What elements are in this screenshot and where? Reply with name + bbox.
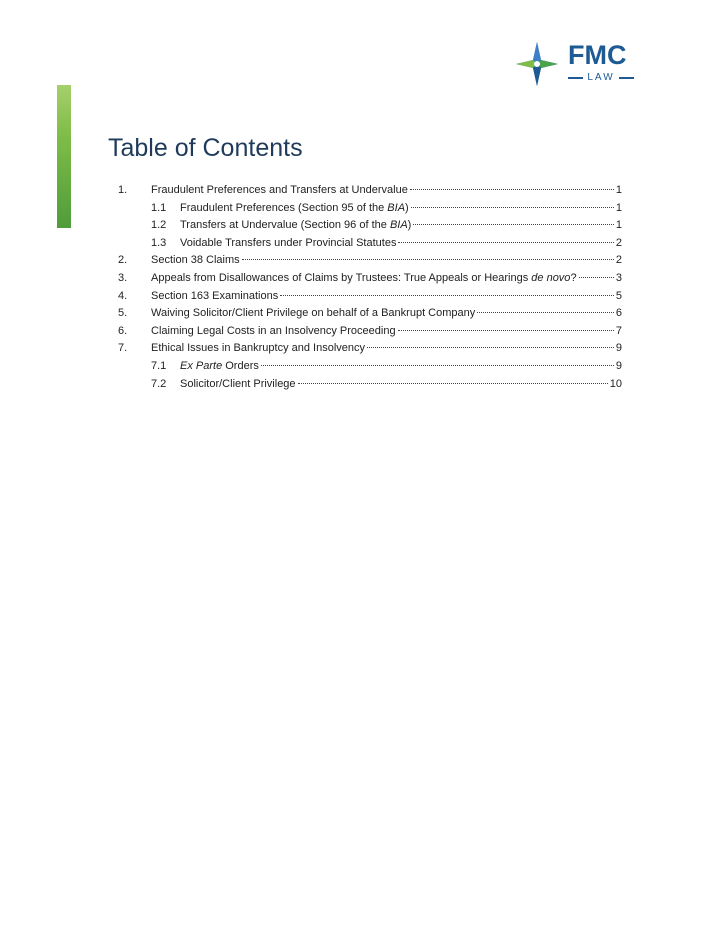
logo-rule-left [568, 77, 583, 79]
toc-dot-leader [298, 383, 608, 384]
toc-entry[interactable] [118, 340, 622, 358]
toc-entry-number: 4. [118, 289, 128, 302]
toc-entry-label: Section 38 Claims [151, 254, 240, 267]
page-title: Table of Contents [108, 134, 303, 162]
toc-entry[interactable] [118, 182, 622, 200]
toc-entry[interactable] [118, 235, 622, 253]
toc-entry-label-pre: Appeals from Disallowances of Claims by Trustees: True Appeals or Hearings [151, 271, 532, 284]
toc-entry-label-em: de novo [531, 271, 571, 284]
toc-entry[interactable] [118, 358, 622, 376]
toc-entry-number: 1.2 [151, 219, 167, 232]
toc-entry[interactable] [118, 217, 622, 235]
toc-entry-label: Section 163 Examinations [151, 289, 279, 302]
logo-wordmark: FMC [568, 40, 627, 70]
toc-entry-number: 2. [118, 254, 128, 267]
logo-subtitle [568, 71, 634, 85]
toc-entry-number: 6. [118, 324, 128, 337]
toc-entry-label-em: BIA [387, 201, 406, 214]
toc-entry-number: 7.1 [151, 359, 167, 372]
toc-page-number: 2 [615, 254, 622, 267]
logo-rule-right [619, 77, 634, 79]
toc-dot-leader [410, 189, 614, 190]
toc-dot-leader [280, 295, 614, 296]
toc-entry-label: Ethical Issues in Bankruptcy and Insolvency [151, 342, 366, 355]
toc-entry[interactable] [118, 376, 622, 394]
toc-entry-label: Solicitor/Client Privilege [180, 377, 296, 390]
toc-dot-leader [579, 277, 614, 278]
toc-entry[interactable] [118, 252, 622, 270]
toc-entry-number: 1.3 [151, 236, 167, 249]
toc-list [118, 182, 622, 393]
toc-entry-label-post: Orders [222, 359, 259, 372]
compass-star-icon [514, 40, 560, 88]
toc-entry[interactable] [118, 270, 622, 288]
toc-page-number: 7 [615, 324, 622, 337]
toc-entry[interactable] [118, 200, 622, 218]
toc-entry-number: 5. [118, 307, 128, 320]
toc-page-number: 5 [615, 289, 622, 302]
toc-page-number: 1 [615, 201, 622, 214]
toc-dot-leader [411, 207, 614, 208]
toc-page-number: 3 [615, 271, 622, 284]
toc-entry-number: 1. [118, 184, 128, 196]
toc-page-number: 1 [615, 184, 622, 196]
toc-entry-label-pre: Transfers at Undervalue (Section 96 of the [180, 219, 390, 232]
toc-entry-label-pre: Fraudulent Preferences (Section 95 of the [180, 201, 388, 214]
toc-page-number: 6 [615, 307, 622, 320]
accent-bar [57, 85, 71, 228]
toc-entry-label-post: ) [407, 219, 412, 232]
toc-entry-number: 3. [118, 271, 128, 284]
toc-entry-label: Voidable Transfers under Provincial Statutes [180, 236, 397, 249]
toc-page-number: 10 [609, 377, 622, 390]
toc-dot-leader [398, 330, 614, 331]
toc-entry-label [180, 358, 259, 376]
toc-entry-label [180, 200, 409, 218]
toc-entry-label [180, 217, 411, 235]
toc-page-number: 2 [615, 236, 622, 249]
toc-entry[interactable] [118, 305, 622, 323]
toc-dot-leader [367, 347, 614, 348]
fmc-law-logo [514, 40, 638, 88]
toc-entry-label-post: ) [405, 201, 409, 214]
toc-entry[interactable] [118, 323, 622, 341]
toc-dot-leader [261, 365, 614, 366]
toc-page-number: 9 [615, 359, 622, 372]
toc-entry-label [151, 270, 577, 288]
logo-sub-text: LAW [587, 72, 615, 83]
toc-dot-leader [242, 259, 614, 260]
toc-dot-leader [477, 312, 614, 313]
toc-entry-label-em: Ex Parte [180, 359, 223, 372]
toc-entry-label-em: BIA [389, 219, 408, 232]
toc-dot-leader [398, 242, 613, 243]
toc-entry-label: Fraudulent Preferences and Transfers at Undervalue [151, 184, 408, 196]
toc-entry-label: Claiming Legal Costs in an Insolvency Proceeding [151, 324, 396, 337]
toc-entry-number: 7.2 [151, 377, 167, 390]
toc-page-number: 1 [615, 219, 622, 232]
toc-dot-leader [413, 224, 614, 225]
toc-entry-number: 1.1 [151, 201, 167, 214]
toc-entry[interactable] [118, 288, 622, 306]
toc-entry-label: Waiving Solicitor/Client Privilege on behalf of a Bankrupt Company [151, 307, 476, 320]
toc-entry-number: 7. [118, 342, 128, 355]
toc-entry-label-post: ? [570, 271, 577, 284]
toc-page-number: 9 [615, 342, 622, 355]
